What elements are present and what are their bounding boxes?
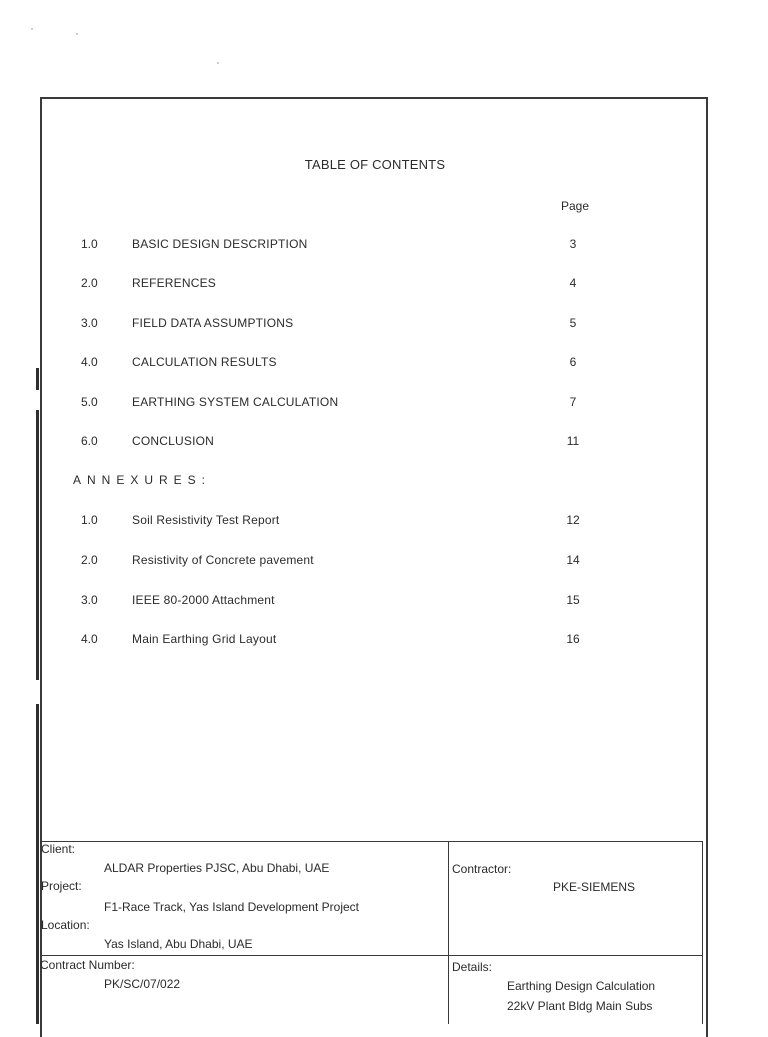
scan-speck: [217, 62, 219, 64]
section-page: 4: [569, 276, 577, 290]
toc-row: [0, 355, 768, 371]
section-number: 2.0: [81, 276, 98, 290]
page-column-header: Page: [561, 199, 590, 213]
details-line-1: Earthing Design Calculation: [507, 979, 656, 993]
section-number: 6.0: [81, 434, 98, 448]
project-label: Project:: [41, 879, 82, 893]
title-block-middle-rule: [40, 955, 703, 956]
toc-row: [0, 316, 768, 332]
contractor-value: PKE-SIEMENS: [553, 880, 636, 894]
section-page: 6: [569, 355, 577, 369]
annexure-page: 15: [566, 593, 580, 607]
scan-speck: [31, 28, 33, 30]
annexure-number: 2.0: [81, 553, 98, 567]
section-title: EARTHING SYSTEM CALCULATION: [132, 395, 339, 409]
project-value: F1-Race Track, Yas Island Development Project: [104, 900, 359, 914]
toc-row: [0, 434, 768, 450]
annexure-row: [0, 632, 768, 648]
annexure-number: 3.0: [81, 593, 98, 607]
annexure-row: [0, 553, 768, 569]
section-title: BASIC DESIGN DESCRIPTION: [132, 237, 308, 251]
contract-number-label: Contract Number:: [40, 958, 135, 972]
annexure-page: 14: [566, 553, 580, 567]
section-page: 3: [569, 237, 577, 251]
toc-title: TABLE OF CONTENTS: [304, 157, 446, 172]
annexure-number: 1.0: [81, 513, 98, 527]
title-block-top-rule: [40, 841, 703, 842]
annexure-number: 4.0: [81, 632, 98, 646]
toc-row: [0, 395, 768, 411]
scan-speck: [76, 33, 78, 35]
section-title: CONCLUSION: [132, 434, 215, 448]
section-title: CALCULATION RESULTS: [132, 355, 277, 369]
annexure-page: 16: [566, 632, 580, 646]
location-label: Location:: [41, 918, 90, 932]
annexure-title: Main Earthing Grid Layout: [132, 632, 277, 646]
annexure-title: Resistivity of Concrete pavement: [132, 553, 314, 567]
section-number: 4.0: [81, 355, 98, 369]
section-number: 5.0: [81, 395, 98, 409]
toc-row: [0, 276, 768, 292]
section-title: REFERENCES: [132, 276, 217, 290]
contract-number-value: PK/SC/07/022: [104, 977, 181, 991]
annexure-row: [0, 513, 768, 529]
title-block-divider: [448, 841, 449, 1024]
annexure-row: [0, 593, 768, 609]
toc-row: [0, 237, 768, 253]
margin-mark: [36, 704, 39, 1024]
client-value: ALDAR Properties PJSC, Abu Dhabi, UAE: [104, 861, 330, 875]
section-page: 7: [569, 395, 577, 409]
title-block-right-edge: [702, 841, 703, 1024]
annexures-heading: ANNEXURES:: [73, 473, 212, 487]
section-number: 3.0: [81, 316, 98, 330]
annexure-page: 12: [566, 513, 580, 527]
annexure-title: IEEE 80-2000 Attachment: [132, 593, 275, 607]
margin-mark: [36, 368, 39, 390]
section-number: 1.0: [81, 237, 98, 251]
section-title: FIELD DATA ASSUMPTIONS: [132, 316, 294, 330]
details-line-2: 22kV Plant Bldg Main Subs: [507, 999, 653, 1013]
section-page: 11: [566, 434, 580, 448]
contractor-label: Contractor:: [452, 862, 512, 876]
section-page: 5: [569, 316, 577, 330]
location-value: Yas Island, Abu Dhabi, UAE: [104, 937, 253, 951]
details-label: Details:: [452, 960, 493, 974]
client-label: Client:: [41, 842, 76, 856]
annexure-title: Soil Resistivity Test Report: [132, 513, 280, 527]
